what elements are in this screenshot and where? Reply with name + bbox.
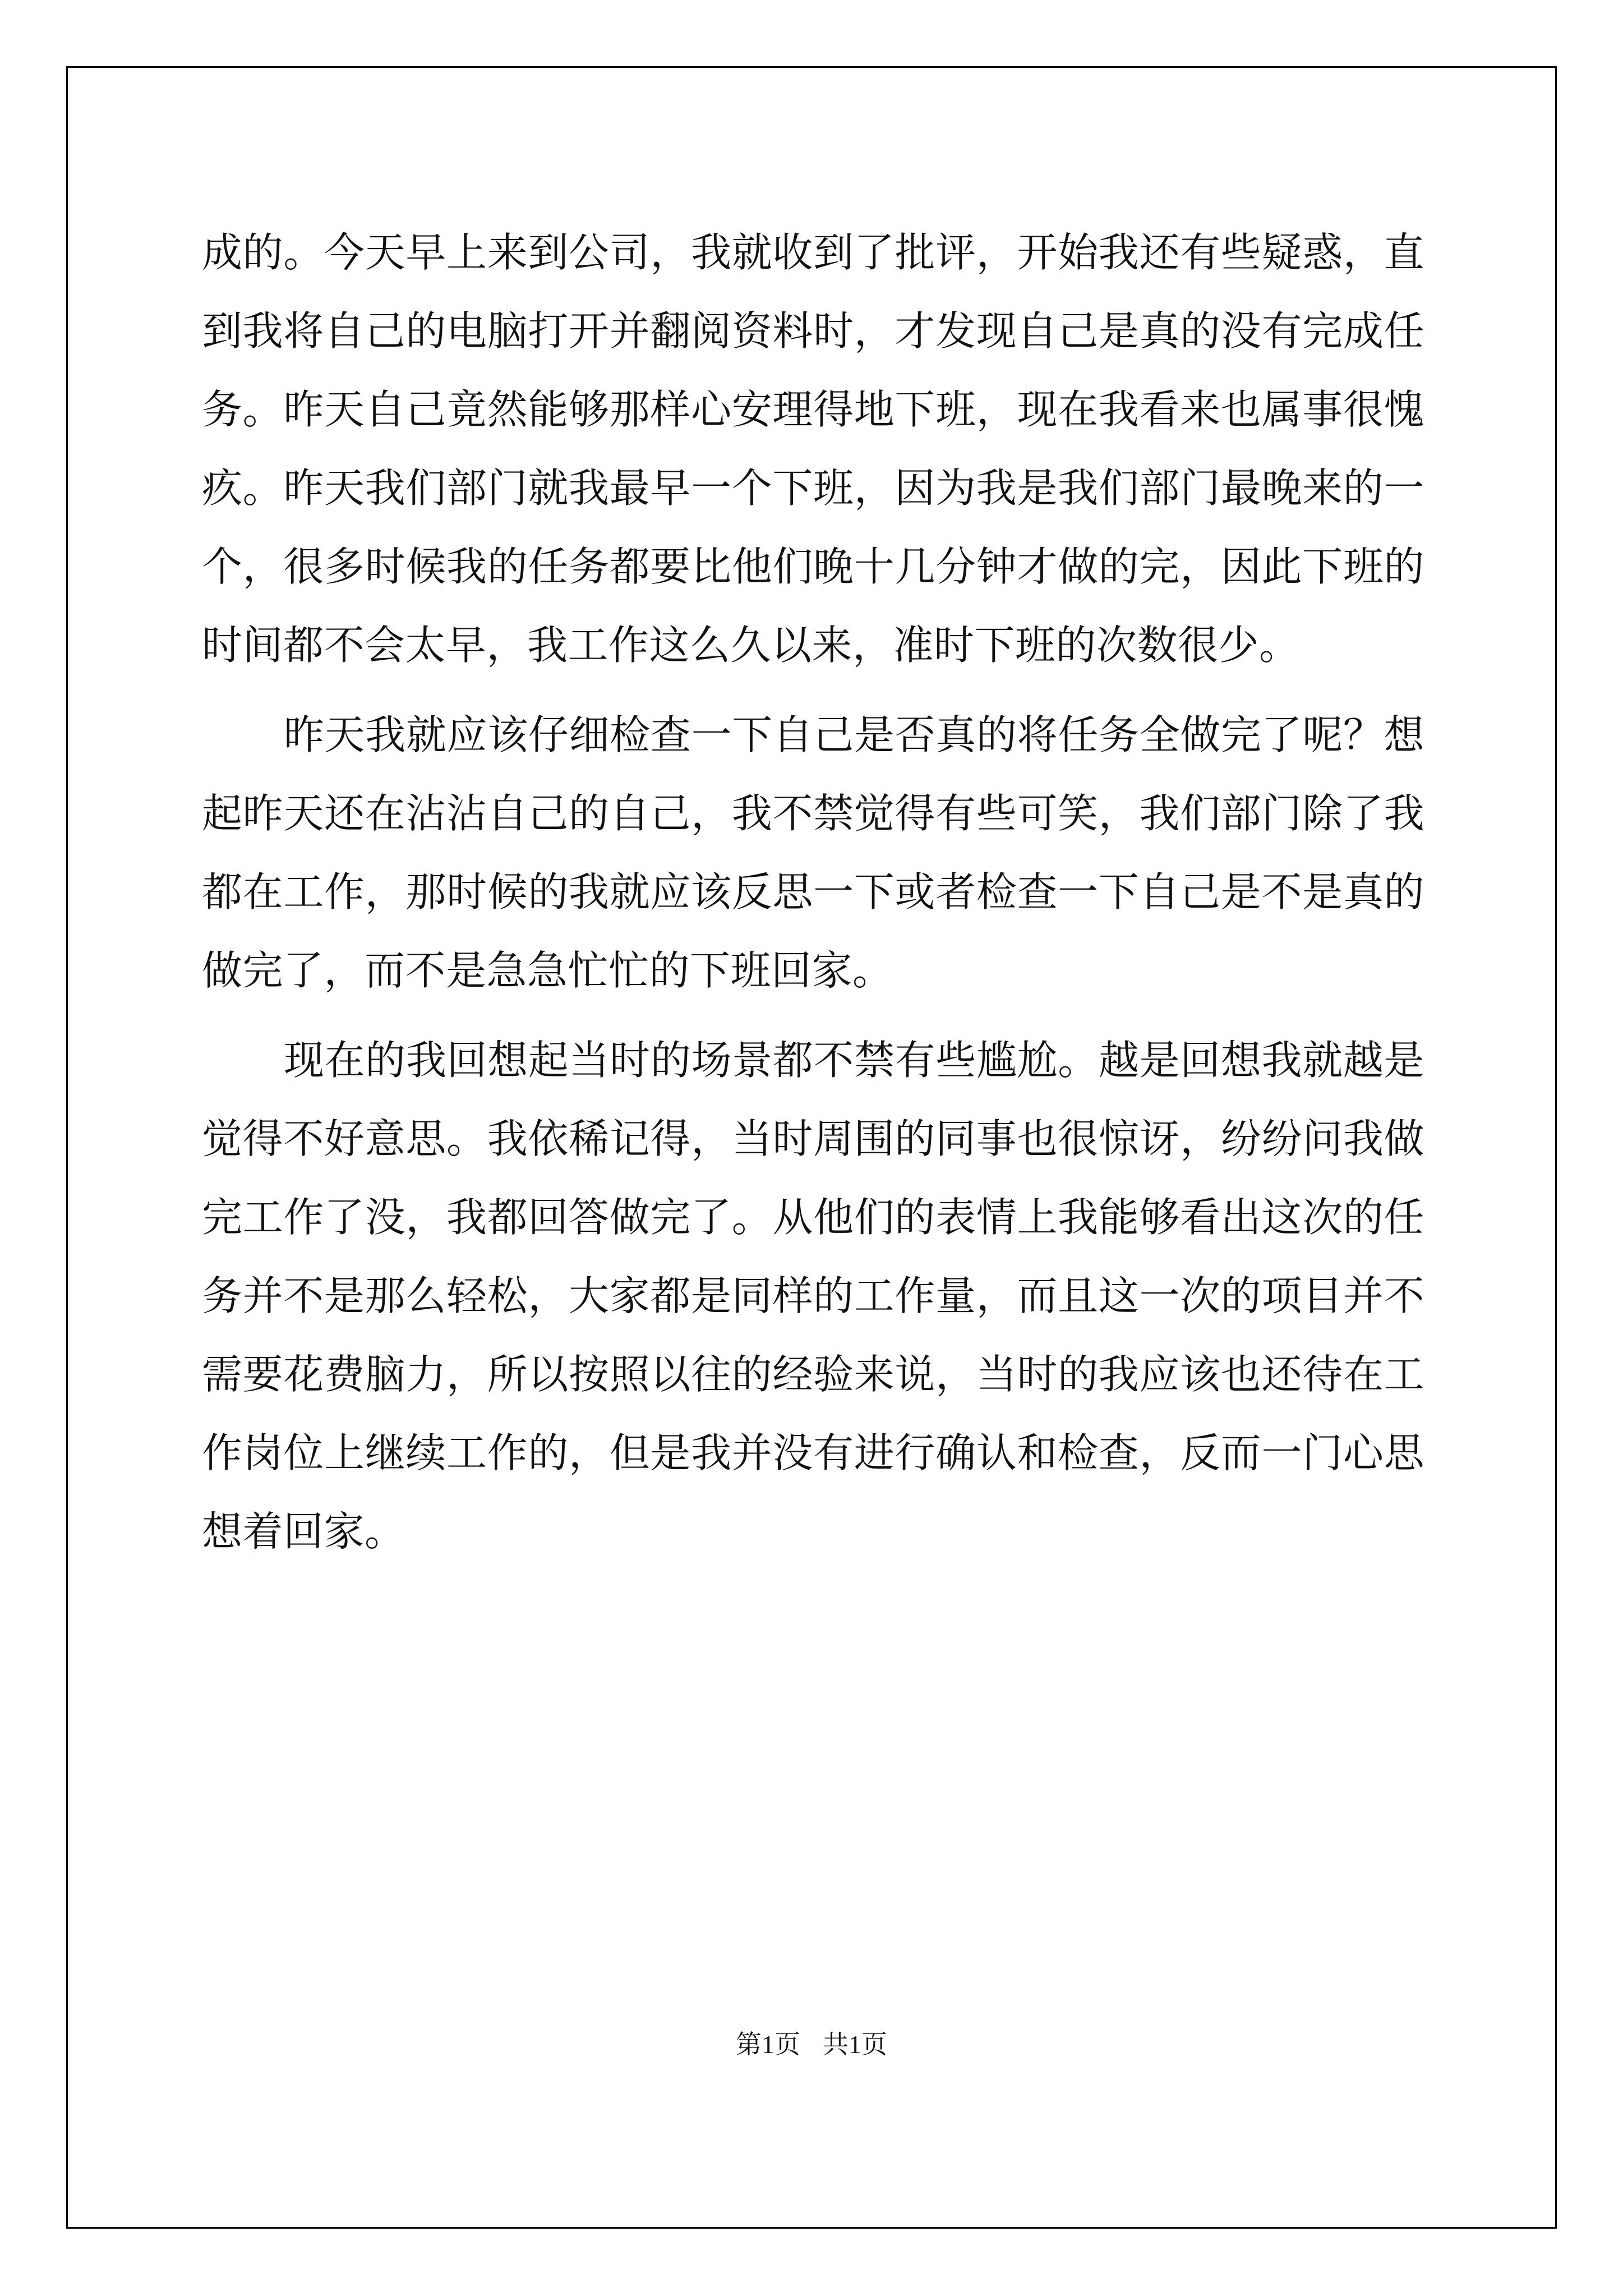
- text-line: 务。昨天自己竟然能够那样心安理得地下班，现在我看来也属事很愧: [202, 386, 1424, 433]
- page-footer: [0, 2024, 1623, 2061]
- paragraph-2: [202, 696, 1424, 1010]
- text-line: 觉得不好意思。我依稀记得，当时周围的同事也很惊讶，纷纷问我做: [202, 1115, 1424, 1162]
- text-line: 需要花费脑力，所以按照以往的经验来说，当时的我应该也还待在工: [202, 1351, 1424, 1398]
- page-number: 第1页: [736, 2030, 800, 2059]
- text-line: 到我将自己的电脑打开并翻阅资料时，才发现自己是真的没有完成任: [202, 307, 1424, 355]
- text-line: 做完了，而不是急急忙忙的下班回家。: [202, 947, 893, 994]
- text-line: 都在工作，那时候的我就应该反思一下或者检查一下自己是不是真的: [202, 868, 1424, 915]
- document-body: [202, 213, 1424, 1571]
- text-line: 务并不是那么轻松，大家都是同样的工作量，而且这一次的项目并不: [202, 1272, 1424, 1319]
- text-line: 完工作了没，我都回答做完了。从他们的表情上我能够看出这次的任: [202, 1194, 1424, 1241]
- text-line: 作岗位上继续工作的，但是我并没有进行确认和检查，反而一门心思: [202, 1429, 1424, 1476]
- text-line: 现在的我回想起当时的场景都不禁有些尴尬。越是回想我就越是: [284, 1037, 1424, 1084]
- text-line: 个，很多时候我的任务都要比他们晚十几分钟才做的完，因此下班的: [202, 543, 1424, 590]
- paragraph-3: [202, 1021, 1424, 1571]
- text-line: 疚。昨天我们部门就我最早一个下班，因为我是我们部门最晚来的一: [202, 464, 1424, 512]
- text-line: 时间都不会太早，我工作这么久以来，准时下班的次数很少。: [202, 622, 1300, 669]
- text-line: 起昨天还在沾沾自己的自己，我不禁觉得有些可笑，我们部门除了我: [202, 790, 1424, 837]
- text-line: 想着回家。: [202, 1508, 405, 1555]
- text-line: 昨天我就应该仔细检查一下自己是否真的将任务全做完了呢？想: [284, 711, 1424, 758]
- text-line: 成的。今天早上来到公司，我就收到了批评，开始我还有些疑惑，直: [202, 229, 1424, 276]
- page-total: 共1页: [823, 2030, 887, 2059]
- paragraph-1: [202, 213, 1424, 684]
